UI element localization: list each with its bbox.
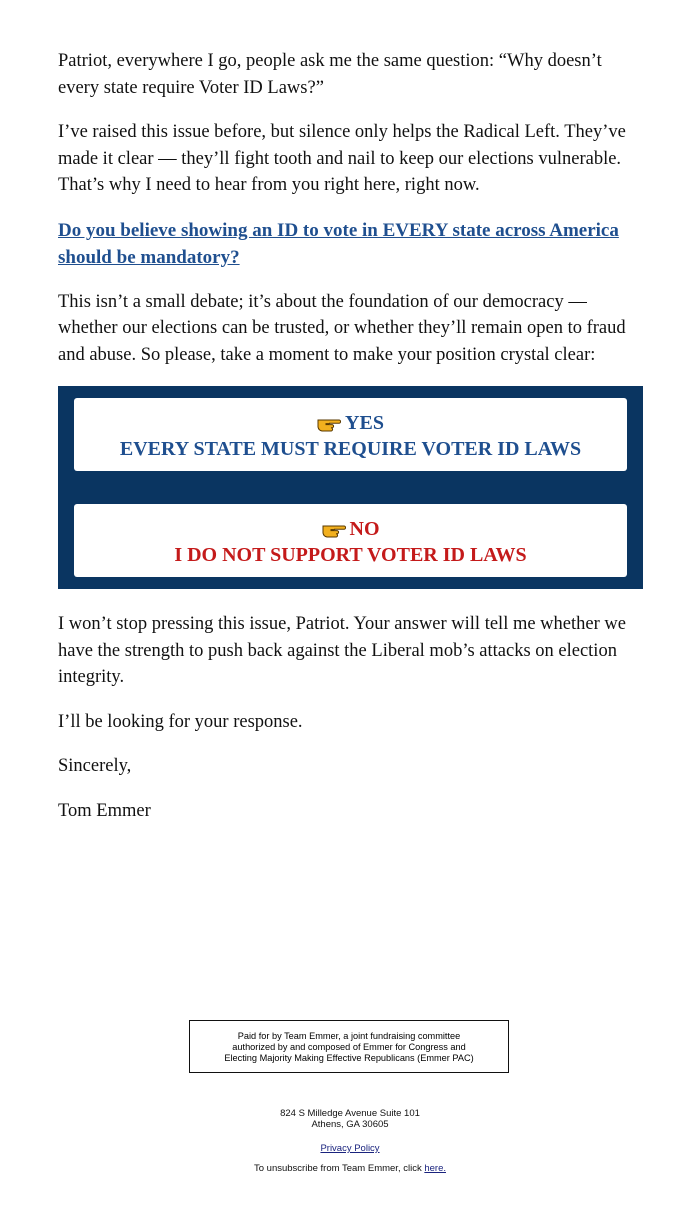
sign-off: Sincerely,: [58, 756, 132, 776]
signature: Tom Emmer: [58, 800, 151, 821]
address-line-1: 824 S Milledge Avenue Suite 101: [280, 1108, 420, 1119]
pointing-hand-icon: [322, 520, 346, 543]
unsubscribe-row: [0, 1163, 700, 1174]
mailing-address: [0, 1108, 700, 1130]
no-label: NO: [349, 518, 380, 540]
cta-box: [58, 386, 643, 589]
intro-paragraph: Patriot, everywhere I go, people ask me the same question: “Why doesn’t every state require Voter ID Laws?”: [58, 51, 602, 98]
disclaimer-line-2: authorized by and composed of Emmer for Congress and: [232, 1042, 466, 1052]
yes-label: YES: [345, 412, 384, 434]
question-link[interactable]: Do you believe showing an ID to vote in EVERY state across America should be mandatory?: [58, 219, 619, 268]
paid-for-disclaimer: [189, 1020, 509, 1073]
privacy-row: [0, 1143, 700, 1154]
question-paragraph: [58, 217, 643, 271]
issue-paragraph: I’ve raised this issue before, but silence only helps the Radical Left. They’ve made it clear — they’ll fight tooth and nail to keep our elections vulnerable. That’s why I need to hear from you right here, right now.: [58, 122, 626, 195]
debate-paragraph: This isn’t a small debate; it’s about the foundation of our democracy — whether our elections can be trusted, or whether they’ll remain open to fraud and abuse. So please, take a moment to make your position crystal clear:: [58, 291, 626, 365]
disclaimer-line-1: Paid for by Team Emmer, a joint fundraising committee: [237, 1031, 461, 1041]
yes-text: EVERY STATE MUST REQUIRE VOTER ID LAWS: [119, 438, 582, 460]
closing-paragraph: I won’t stop pressing this issue, Patriot. Your answer will tell me whether we have the strength to push back against the Liberal mob’s attacks on election integrity.: [58, 614, 626, 687]
unsubscribe-link[interactable]: here.: [424, 1163, 446, 1174]
no-button[interactable]: [74, 504, 627, 577]
pointing-hand-icon: [317, 414, 341, 437]
email-body: [58, 48, 643, 842]
no-text: I DO NOT SUPPORT VOTER ID LAWS: [174, 544, 527, 566]
response-paragraph: I’ll be looking for your response.: [58, 711, 303, 732]
yes-button[interactable]: [74, 398, 627, 471]
unsubscribe-text: To unsubscribe from Team Emmer, click: [253, 1163, 425, 1174]
address-line-2: Athens, GA 30605: [311, 1119, 389, 1130]
privacy-policy-link[interactable]: Privacy Policy: [320, 1143, 380, 1154]
disclaimer-line-3: Electing Majority Making Effective Republicans (Emmer PAC): [224, 1053, 474, 1063]
